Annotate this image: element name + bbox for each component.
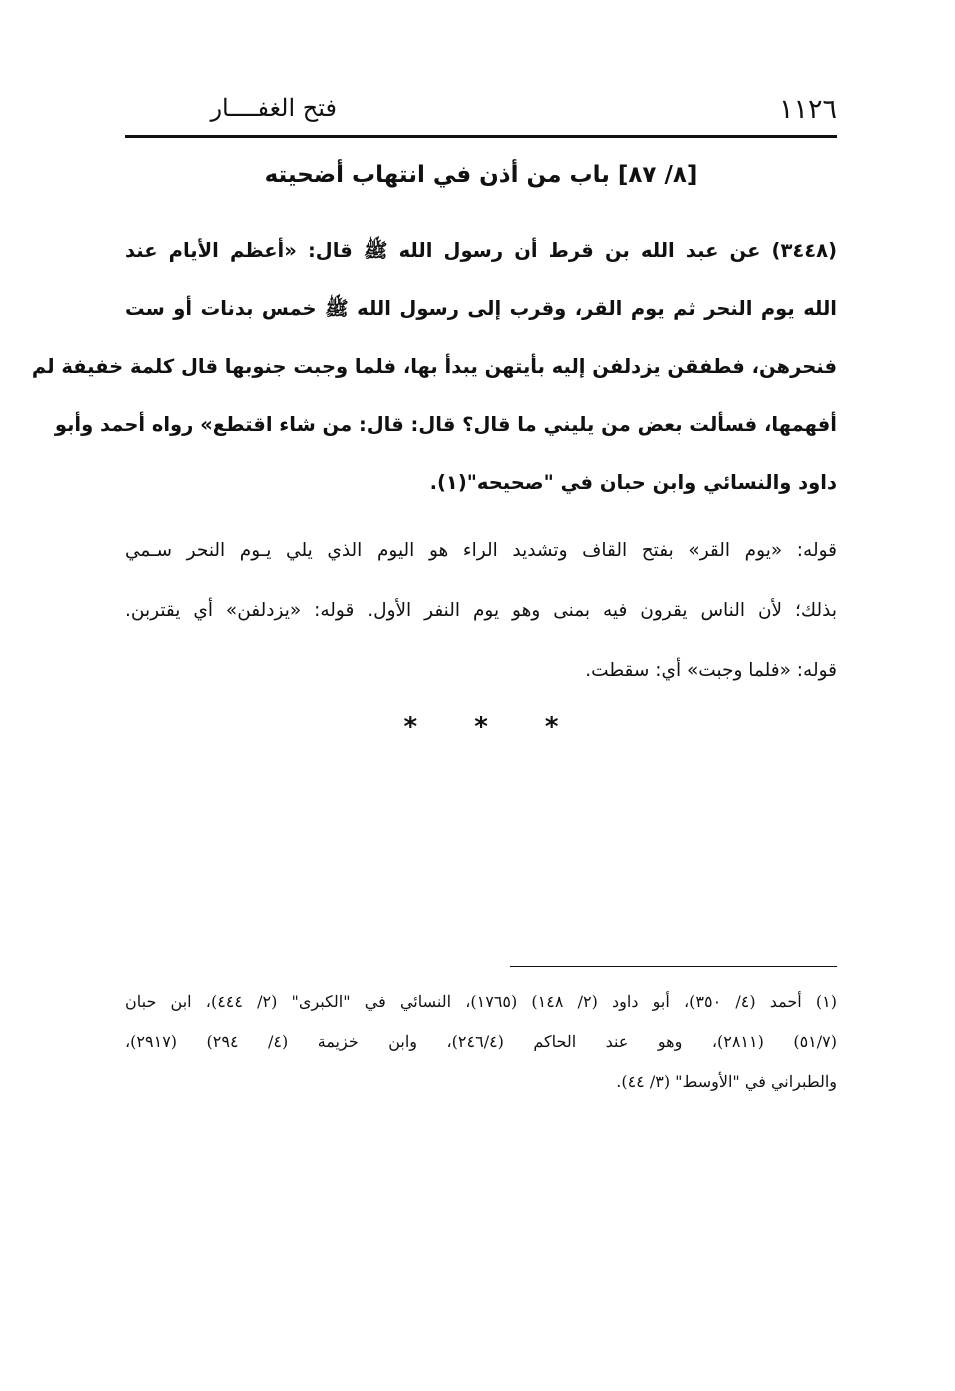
hadith-line: أفهمها، فسألت بعض من يليني ما قال؟ قال: قال: من شاء اقتطع» رواه أحمد وأبو (54, 413, 837, 436)
hadith-text (31, 222, 837, 512)
hadith-line: فنحرهن، فطفقن يزدلفن إليه بأيتهن يبدأ بها، فلما وجبت جنوبها قال كلمة خفيفة لم (31, 355, 837, 378)
footnote-line: والطبراني في "الأوسط" (٣/ ٤٤). (616, 1072, 837, 1091)
page-number: ١١٢٦ (778, 94, 837, 125)
header-rule (125, 135, 837, 138)
separator-star: * (544, 712, 559, 742)
commentary-text (125, 521, 837, 701)
chapter-title: [٨/ ٨٧] باب من أذن في انتهاب أضحيته (264, 162, 698, 188)
hadith-line: داود والنسائي وابن حبان في "صحيحه"(١). (429, 471, 837, 494)
running-header (125, 88, 837, 136)
section-separator (125, 712, 837, 742)
commentary-line: بذلك؛ لأن الناس يقرون فيه بمنى وهو يوم النفر الأول. قوله: «يزدلفن» أي يقتربن. (125, 600, 837, 621)
footnote-line: (٥١/٧) (٢٨١١)، وهو عند الحاكم (٢٤٦/٤)، وابن خزيمة (٤/ ٢٩٤) (٢٩١٧)، (125, 1032, 837, 1051)
footnote-line: (١) أحمد (٤/ ٣٥٠)، أبو داود (٢/ ١٤٨) (١٧٦٥)، النسائي في "الكبرى" (٢/ ٤٤٤)، ابن حبان (125, 992, 838, 1011)
hadith-line: (٣٤٤٨) عن عبد الله بن قرط أن رسول الله ﷺ قال: «أعظم الأيام عند (125, 239, 837, 262)
separator-star: * (403, 712, 418, 742)
commentary-line: قوله: «فلما وجبت» أي: سقطت. (585, 660, 837, 681)
hadith-line: الله يوم النحر ثم يوم القر، وقرب إلى رسول الله ﷺ خمس بدنات أو ست (125, 297, 837, 320)
commentary-line: قوله: «يوم القر» بفتح القاف وتشديد الراء هو اليوم الذي يلي يـوم النحر سـمي (125, 540, 837, 561)
separator-star: * (474, 712, 488, 742)
footnote-rule (510, 966, 837, 967)
book-title: فتح الغفــــار (210, 94, 337, 122)
footnotes (125, 982, 837, 1102)
